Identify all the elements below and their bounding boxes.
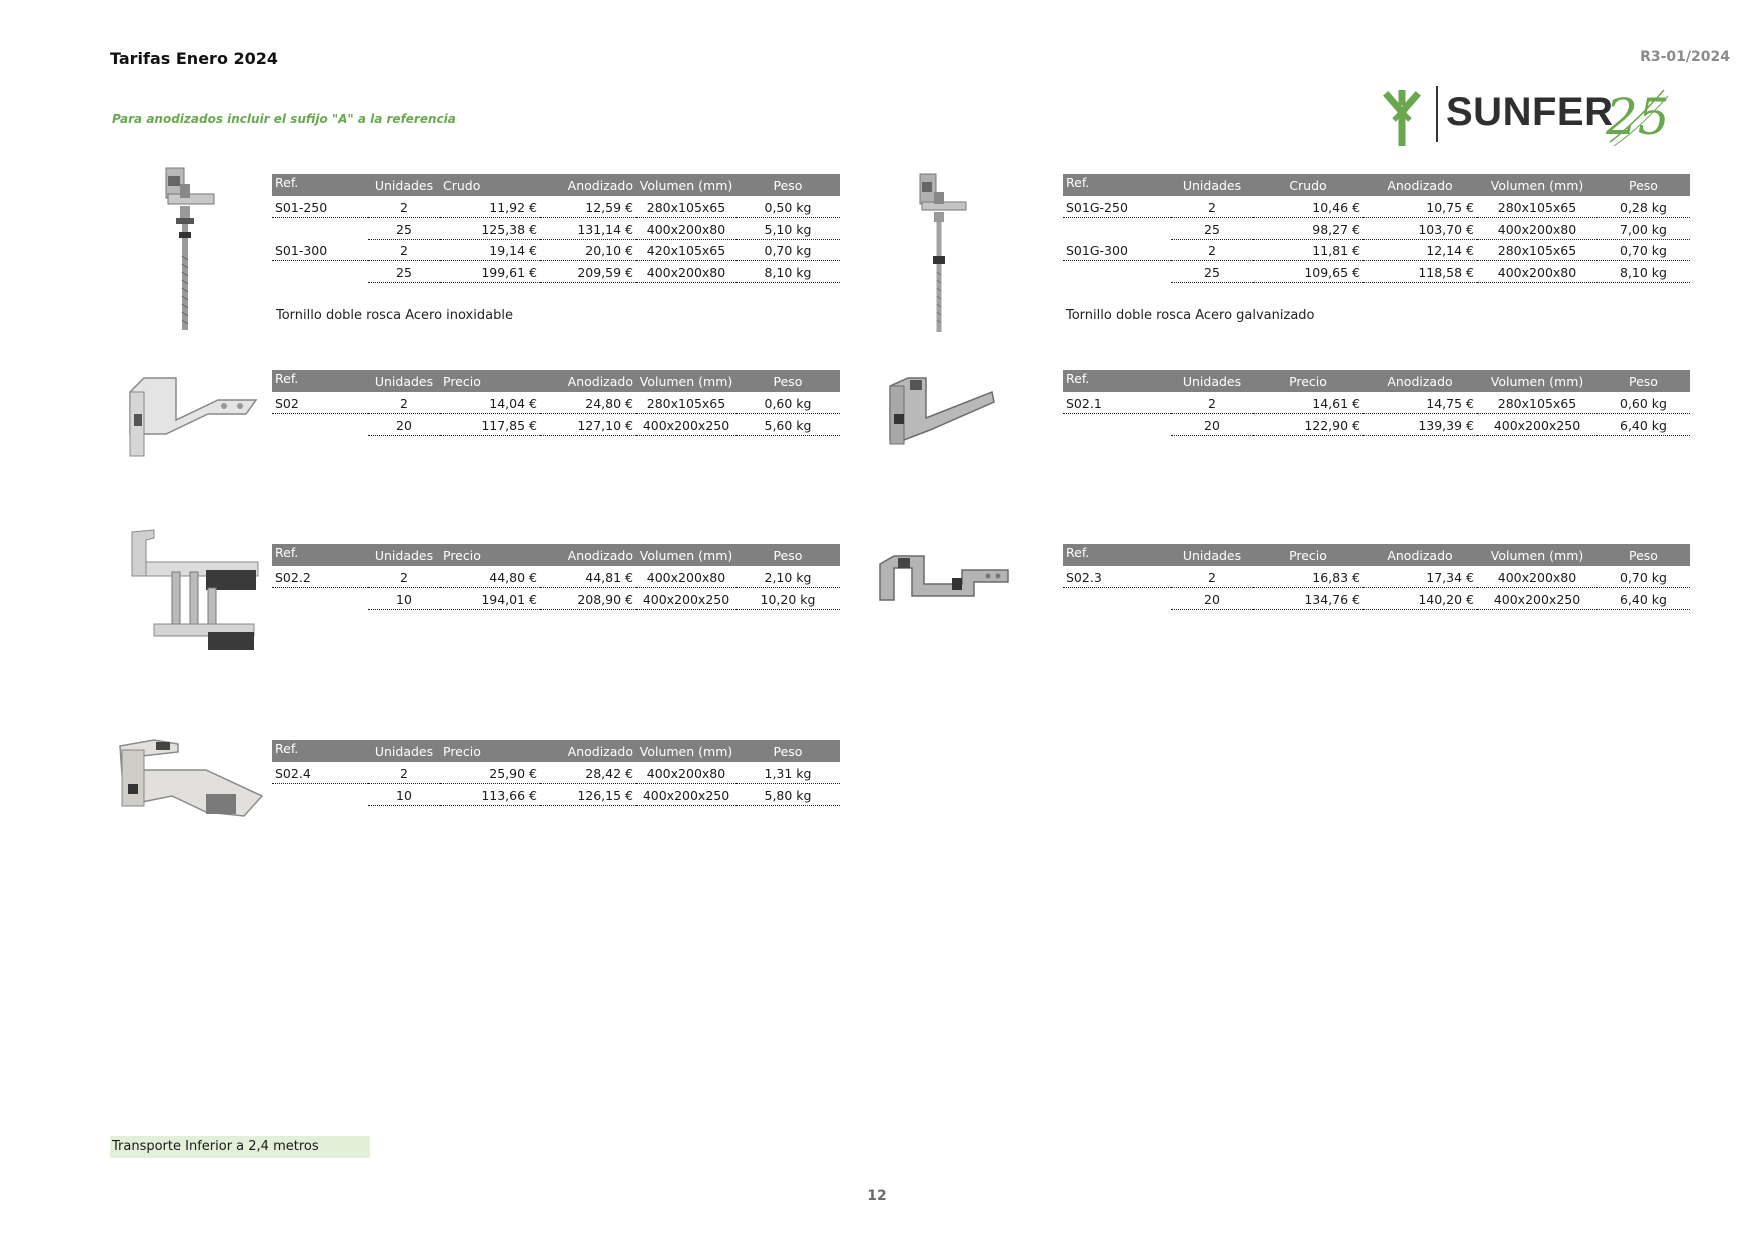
anodized-cell: 208,90 €	[540, 588, 636, 610]
weight-cell: 7,00 kg	[1597, 218, 1690, 240]
table-row	[1063, 218, 1690, 240]
sunfer-tree-icon	[1380, 90, 1424, 146]
price-table-s02	[272, 370, 840, 436]
weight-cell: 6,40 kg	[1597, 414, 1690, 436]
roof-hook-image	[122, 370, 262, 460]
col-header: Precio	[440, 740, 540, 762]
units-cell: 2	[368, 566, 440, 588]
volume-cell: 400x200x80	[1477, 261, 1597, 283]
weight-cell: 0,60 kg	[1597, 392, 1690, 414]
volume-cell: 400x200x250	[636, 588, 736, 610]
price-table-s02-1	[1063, 370, 1690, 436]
anodized-note: Para anodizados incluir el sufijo "A" a la referencia	[112, 112, 456, 126]
units-cell: 2	[1171, 196, 1253, 218]
table-row	[272, 392, 840, 414]
price-cell: 113,66 €	[440, 784, 540, 806]
anodized-cell: 10,75 €	[1363, 196, 1477, 218]
price-table-s01g	[1063, 174, 1690, 283]
ref-cell	[1063, 261, 1171, 283]
col-header: Peso	[1597, 174, 1690, 196]
ref-cell	[1063, 218, 1171, 240]
price-cell: 109,65 €	[1253, 261, 1363, 283]
volume-cell: 400x200x250	[1477, 414, 1597, 436]
volume-cell: 280x105x65	[636, 392, 736, 414]
ref-cell: S02.4	[272, 762, 368, 784]
table-row	[272, 261, 840, 283]
ref-cell: S02	[272, 392, 368, 414]
volume-cell: 400x200x250	[1477, 588, 1597, 610]
anodized-cell: 28,42 €	[540, 762, 636, 784]
table-row	[1063, 588, 1690, 610]
weight-cell: 0,70 kg	[1597, 239, 1690, 261]
units-cell: 2	[1171, 566, 1253, 588]
anodized-cell: 20,10 €	[540, 239, 636, 261]
ref-cell: S01-250	[272, 196, 368, 218]
col-header: Volumen (mm)	[636, 544, 736, 566]
table-row	[1063, 566, 1690, 588]
col-header: Peso	[736, 740, 840, 762]
col-header: Ref.	[272, 740, 368, 762]
col-header: Anodizado	[540, 544, 636, 566]
volume-cell: 400x200x250	[636, 414, 736, 436]
anodized-cell: 103,70 €	[1363, 218, 1477, 240]
volume-cell: 400x200x80	[636, 218, 736, 240]
table-row	[1063, 392, 1690, 414]
col-header: Precio	[440, 544, 540, 566]
anodized-cell: 17,34 €	[1363, 566, 1477, 588]
ref-cell	[272, 218, 368, 240]
col-header: Unidades	[368, 544, 440, 566]
volume-cell: 280x105x65	[636, 196, 736, 218]
weight-cell: 5,10 kg	[736, 218, 840, 240]
units-cell: 25	[1171, 218, 1253, 240]
price-cell: 44,80 €	[440, 566, 540, 588]
units-cell: 2	[368, 196, 440, 218]
page-title: Tarifas Enero 2024	[110, 49, 279, 68]
table-row	[272, 762, 840, 784]
table-row	[272, 414, 840, 436]
logo-divider	[1436, 86, 1438, 142]
transport-note: Transporte Inferior a 2,4 metros	[110, 1136, 370, 1158]
col-header: Volumen (mm)	[1477, 370, 1597, 392]
units-cell: 25	[368, 218, 440, 240]
table-row	[272, 218, 840, 240]
col-header: Precio	[1253, 370, 1363, 392]
table-row	[272, 784, 840, 806]
price-cell: 16,83 €	[1253, 566, 1363, 588]
col-header: Unidades	[1171, 174, 1253, 196]
col-header: Peso	[1597, 544, 1690, 566]
price-cell: 98,27 €	[1253, 218, 1363, 240]
anodized-cell: 139,39 €	[1363, 414, 1477, 436]
price-cell: 11,81 €	[1253, 239, 1363, 261]
price-cell: 14,04 €	[440, 392, 540, 414]
anniversary-number: 25	[1606, 88, 1670, 146]
anodized-cell: 131,14 €	[540, 218, 636, 240]
col-header: Anodizado	[1363, 370, 1477, 392]
col-header: Ref.	[272, 370, 368, 392]
revision-code: R3-01/2024	[1640, 49, 1730, 65]
price-cell: 122,90 €	[1253, 414, 1363, 436]
volume-cell: 280x105x65	[1477, 239, 1597, 261]
units-cell: 2	[1171, 392, 1253, 414]
adjustable-roof-hook-image	[124, 528, 260, 656]
col-header: Volumen (mm)	[636, 174, 736, 196]
col-header: Anodizado	[1363, 174, 1477, 196]
col-header: Peso	[736, 544, 840, 566]
volume-cell: 280x105x65	[1477, 196, 1597, 218]
price-table-s01	[272, 174, 840, 283]
weight-cell: 8,10 kg	[736, 261, 840, 283]
volume-cell: 400x200x80	[1477, 218, 1597, 240]
col-header: Crudo	[1253, 174, 1363, 196]
ref-cell: S02.2	[272, 566, 368, 588]
col-header: Anodizado	[540, 174, 636, 196]
units-cell: 2	[368, 239, 440, 261]
weight-cell: 6,40 kg	[1597, 588, 1690, 610]
brand-name: SUNFER	[1446, 90, 1614, 134]
anodized-cell: 126,15 €	[540, 784, 636, 806]
table-row	[272, 196, 840, 218]
col-header: Unidades	[368, 174, 440, 196]
col-header: Peso	[736, 174, 840, 196]
price-cell: 10,46 €	[1253, 196, 1363, 218]
ref-cell: S01G-300	[1063, 239, 1171, 261]
volume-cell: 280x105x65	[1477, 392, 1597, 414]
ref-cell	[1063, 588, 1171, 610]
weight-cell: 10,20 kg	[736, 588, 840, 610]
price-table-s02-4	[272, 740, 840, 806]
anodized-cell: 12,59 €	[540, 196, 636, 218]
table-row	[1063, 261, 1690, 283]
ref-cell	[272, 588, 368, 610]
weight-cell: 5,80 kg	[736, 784, 840, 806]
weight-cell: 8,10 kg	[1597, 261, 1690, 283]
ref-cell	[272, 784, 368, 806]
volume-cell: 400x200x80	[636, 762, 736, 784]
anodized-cell: 14,75 €	[1363, 392, 1477, 414]
col-header: Crudo	[440, 174, 540, 196]
col-header: Unidades	[1171, 544, 1253, 566]
roof-hook-steel-image	[880, 374, 1000, 450]
units-cell: 10	[368, 588, 440, 610]
units-cell: 25	[1171, 261, 1253, 283]
price-table-s02-2	[272, 544, 840, 610]
price-cell: 125,38 €	[440, 218, 540, 240]
ref-cell: S02.3	[1063, 566, 1171, 588]
anodized-cell: 209,59 €	[540, 261, 636, 283]
price-cell: 19,14 €	[440, 239, 540, 261]
table-row	[272, 588, 840, 610]
units-cell: 2	[1171, 239, 1253, 261]
anodized-cell: 118,58 €	[1363, 261, 1477, 283]
col-header: Precio	[440, 370, 540, 392]
sunfer-logo	[1380, 84, 1670, 152]
price-cell: 11,92 €	[440, 196, 540, 218]
units-cell: 20	[368, 414, 440, 436]
anodized-cell: 140,20 €	[1363, 588, 1477, 610]
col-header: Volumen (mm)	[1477, 544, 1597, 566]
col-header: Peso	[1597, 370, 1690, 392]
col-header: Ref.	[272, 544, 368, 566]
weight-cell: 1,31 kg	[736, 762, 840, 784]
price-cell: 117,85 €	[440, 414, 540, 436]
ref-cell: S02.1	[1063, 392, 1171, 414]
col-header: Anodizado	[540, 370, 636, 392]
volume-cell: 420x105x65	[636, 239, 736, 261]
col-header: Anodizado	[1363, 544, 1477, 566]
anodized-cell: 44,81 €	[540, 566, 636, 588]
ref-cell: S01G-250	[1063, 196, 1171, 218]
price-cell: 134,76 €	[1253, 588, 1363, 610]
table-row	[1063, 196, 1690, 218]
price-cell: 14,61 €	[1253, 392, 1363, 414]
col-header: Ref.	[1063, 544, 1171, 566]
table-row	[272, 239, 840, 261]
table-row	[272, 566, 840, 588]
page-number: 12	[867, 1188, 887, 1204]
col-header: Volumen (mm)	[636, 370, 736, 392]
col-header: Anodizado	[540, 740, 636, 762]
ref-cell	[272, 261, 368, 283]
anodized-cell: 127,10 €	[540, 414, 636, 436]
volume-cell: 400x200x80	[636, 261, 736, 283]
col-header: Ref.	[1063, 370, 1171, 392]
ref-cell	[1063, 414, 1171, 436]
anodized-cell: 12,14 €	[1363, 239, 1477, 261]
price-cell: 194,01 €	[440, 588, 540, 610]
weight-cell: 5,60 kg	[736, 414, 840, 436]
table-row	[1063, 239, 1690, 261]
volume-cell: 400x200x80	[636, 566, 736, 588]
table-row	[1063, 414, 1690, 436]
weight-cell: 0,70 kg	[1597, 566, 1690, 588]
units-cell: 2	[368, 762, 440, 784]
col-header: Unidades	[368, 370, 440, 392]
weight-cell: 2,10 kg	[736, 566, 840, 588]
col-header: Volumen (mm)	[636, 740, 736, 762]
volume-cell: 400x200x250	[636, 784, 736, 806]
col-header: Volumen (mm)	[1477, 174, 1597, 196]
price-table-s02-3	[1063, 544, 1690, 610]
flat-roof-hook-image	[876, 544, 1012, 606]
weight-cell: 0,28 kg	[1597, 196, 1690, 218]
anodized-cell: 24,80 €	[540, 392, 636, 414]
units-cell: 2	[368, 392, 440, 414]
price-cell: 199,61 €	[440, 261, 540, 283]
units-cell: 20	[1171, 588, 1253, 610]
units-cell: 20	[1171, 414, 1253, 436]
weight-cell: 0,60 kg	[736, 392, 840, 414]
volume-cell: 400x200x80	[1477, 566, 1597, 588]
weight-cell: 0,70 kg	[736, 239, 840, 261]
weight-cell: 0,50 kg	[736, 196, 840, 218]
col-header: Precio	[1253, 544, 1363, 566]
anniversary-25-icon	[1604, 84, 1670, 150]
col-header: Unidades	[1171, 370, 1253, 392]
product-caption: Tornillo doble rosca Acero galvanizado	[1066, 308, 1315, 323]
ref-cell	[272, 414, 368, 436]
units-cell: 25	[368, 261, 440, 283]
col-header: Ref.	[272, 174, 368, 196]
hanger-bolt-galvanized-image	[910, 172, 980, 334]
ref-cell: S01-300	[272, 239, 368, 261]
product-caption: Tornillo doble rosca Acero inoxidable	[276, 308, 513, 323]
price-cell: 25,90 €	[440, 762, 540, 784]
col-header: Unidades	[368, 740, 440, 762]
tile-roof-hook-image	[114, 736, 264, 824]
col-header: Peso	[736, 370, 840, 392]
col-header: Ref.	[1063, 174, 1171, 196]
units-cell: 10	[368, 784, 440, 806]
hanger-bolt-image	[150, 166, 230, 332]
